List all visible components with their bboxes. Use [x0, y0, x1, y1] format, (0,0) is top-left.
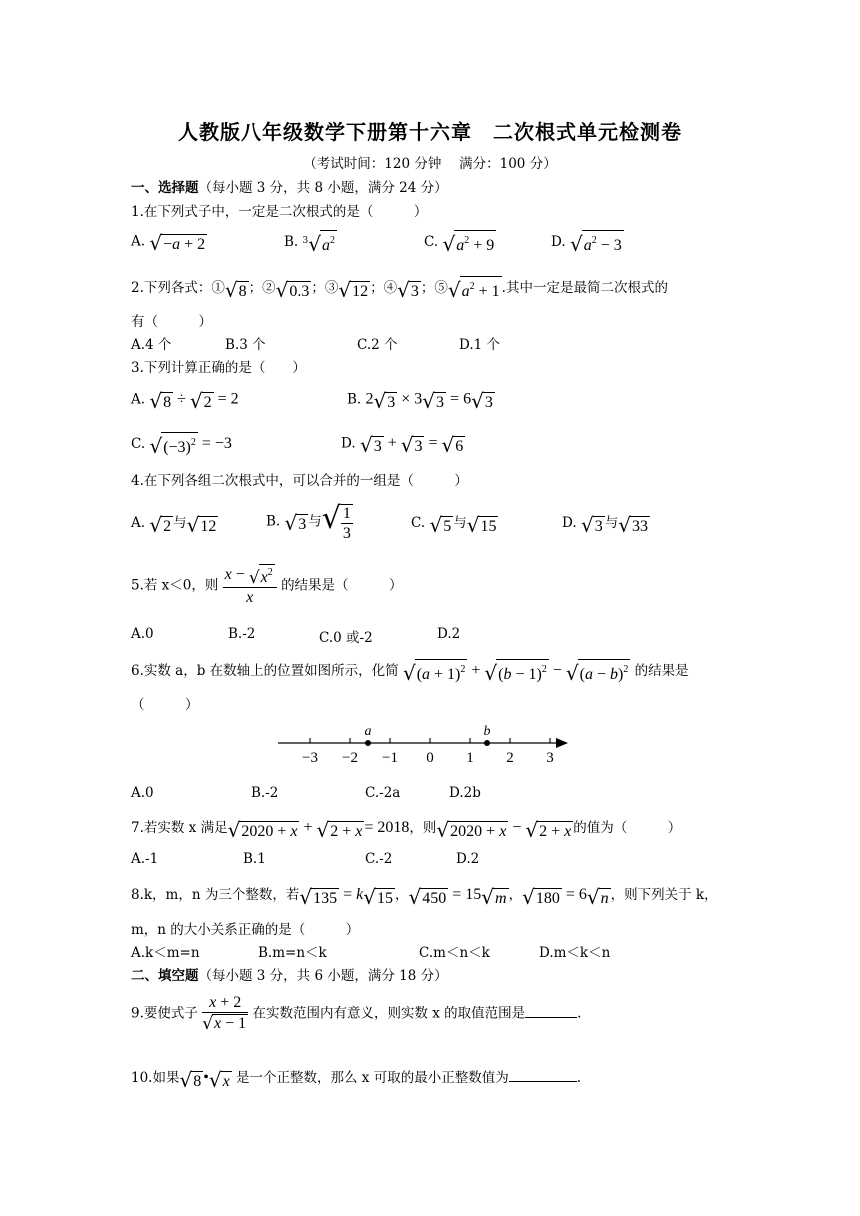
question-4-option-d: D. √3 与√33 [562, 512, 648, 537]
answer-blank[interactable] [525, 1017, 577, 1018]
math-expression: $√a^2 + 9$ [442, 232, 495, 256]
question-8-option-d: D.m＜k＜n [539, 945, 611, 961]
question-4-stem: 4.在下列各组二次根式中，可以合并的一组是（ ） [131, 473, 468, 489]
question-7-option-c: C.-2 [365, 851, 393, 867]
question-8-option-b: B.m=n＜k [258, 945, 327, 961]
question-8-stem-cont: m，n 的大小关系正确的是（ ） [131, 922, 360, 938]
section-name: 二、填空题 [131, 968, 199, 984]
page-title: 人教版八年级数学下册第十六章 二次根式单元检测卷 [178, 120, 682, 144]
question-3-option-c: C. $√(-3)^2 = -3$ [131, 434, 232, 458]
arrow-head-icon [556, 738, 568, 748]
question-2-option-a: A.4 个 [131, 337, 172, 353]
question-3-option-b: B. 2√3 × 3√3 = 6√3 [347, 389, 493, 413]
question-9-stem: 9.要使式子 $\frac{x + 2}{√x - 1}$ 在实数范围内有意义，则实数 x 的取值范围是 . [131, 994, 582, 1034]
question-6-option-d: D.2b [449, 785, 481, 801]
tick-label: 3 [546, 750, 554, 766]
tick-label: −2 [342, 750, 358, 766]
question-4-option-c: C. √5 与√15 [411, 512, 497, 537]
question-3-option-a: A. √8 ÷ √2 = 2 [131, 389, 239, 413]
question-2-option-c: C.2 个 [357, 337, 398, 353]
question-6-option-b: B.-2 [251, 785, 279, 801]
number-line-figure [270, 722, 580, 770]
question-6-option-a: A.0 [131, 785, 154, 801]
question-1-option-c: C. $√a^2 + 9$ [424, 232, 495, 256]
question-1-stem: 1.在下列式子中，一定是二次根式的是（ ） [131, 204, 428, 220]
question-3-option-d: D. √3 + √3 = √6 [341, 433, 464, 457]
question-4-option-b: B. √3 与√ $\frac{1}{3}$ [266, 501, 351, 542]
question-5-option-d: D.2 [437, 626, 461, 642]
answer-blank[interactable] [509, 1081, 577, 1082]
question-7-option-d: D.2 [456, 851, 480, 867]
section-heading-2 [131, 964, 448, 984]
question-5-stem: 5.若 x＜0，则 $\frac{x - √x^2}{x}$ 的结果是（ ） [131, 564, 403, 608]
question-10-stem: 10.如果√8 •√x 是一个正整数，那么 x 可取的最小正整数值为 . [131, 1067, 581, 1092]
question-8-option-a: A.k＜m=n [131, 945, 200, 961]
math-expression: $√a^2 - 3$ [569, 232, 622, 256]
question-7-option-a: A.-1 [131, 851, 159, 867]
point-a-label: a [364, 724, 372, 739]
section-note: （每小题 3 分，共 8 小题，满分 24 分） [198, 180, 448, 196]
question-1-option-d: D. $√a^2 - 3$ [551, 232, 622, 256]
question-7-stem: 7.若实数 x 满足√2020 + x + √2 + x = 2018，则√2020 + x − √2 + x 的值为（ ） [131, 817, 682, 842]
question-2-option-b: B.3 个 [225, 337, 266, 353]
question-3-stem: 3.下列计算正确的是（ ） [131, 360, 306, 376]
tick-label: 1 [466, 750, 474, 766]
question-1-option-b: B. $^3√a^2$ [284, 232, 335, 256]
question-2-stem-cont: 有（ ） [131, 314, 212, 330]
fraction-expression: $\frac{x + 2}{√x - 1}$ [202, 994, 247, 1034]
question-8-stem: 8.k，m，n 为三个整数，若√135 = k√15 ，√450 = 15√m ，√180 = 6√n ，则下列关于 k， [131, 884, 718, 909]
point-b-label: b [483, 724, 491, 739]
question-6-stem-cont: （ ） [131, 697, 199, 713]
section-heading-1 [131, 176, 448, 196]
question-2-stem: 2.下列各式：①√8 ；②√0.3 ；③√12 ；④√3 ；$⑤√a^2 + 1$ .其中一定是最简二次根式的 [131, 277, 668, 302]
question-1-option-a: A. √−a + 2 [131, 231, 206, 255]
tick-label: −1 [382, 750, 398, 766]
exam-info: （考试时间：120 分钟 满分：100 分） [303, 156, 557, 172]
point-b-dot [484, 740, 490, 746]
question-7-option-b: B.1 [243, 851, 266, 867]
section-note: （每小题 3 分，共 6 小题，满分 18 分） [198, 968, 448, 984]
math-expression: $^3√a^2$ [302, 232, 335, 256]
tick-label: 0 [426, 750, 434, 766]
tick-label: 2 [506, 750, 514, 766]
math-expression: √−a + 2 [149, 231, 206, 255]
question-5-option-a: A.0 [131, 626, 154, 642]
question-5-option-b: B.-2 [228, 626, 256, 642]
question-6-option-c: C.-2a [365, 785, 401, 801]
question-8-option-c: C.m＜n＜k [419, 945, 490, 961]
point-a-dot [365, 740, 371, 746]
question-5-option-c: C.0 或-2 [319, 630, 373, 646]
section-name: 一、选择题 [131, 180, 199, 196]
question-4-option-a: A. √2 与√12 [131, 512, 217, 537]
fraction-expression: $\frac{x - √x^2}{x}$ [223, 564, 277, 608]
tick-label: −3 [302, 750, 318, 766]
question-2-option-d: D.1 个 [459, 337, 501, 353]
question-6-stem: 6.实数 a，b 在数轴上的位置如图所示，化简 $√(a + 1)^2 + √(b - 1)^2 - √(a - b)^2$ 的结果是 [131, 661, 689, 685]
